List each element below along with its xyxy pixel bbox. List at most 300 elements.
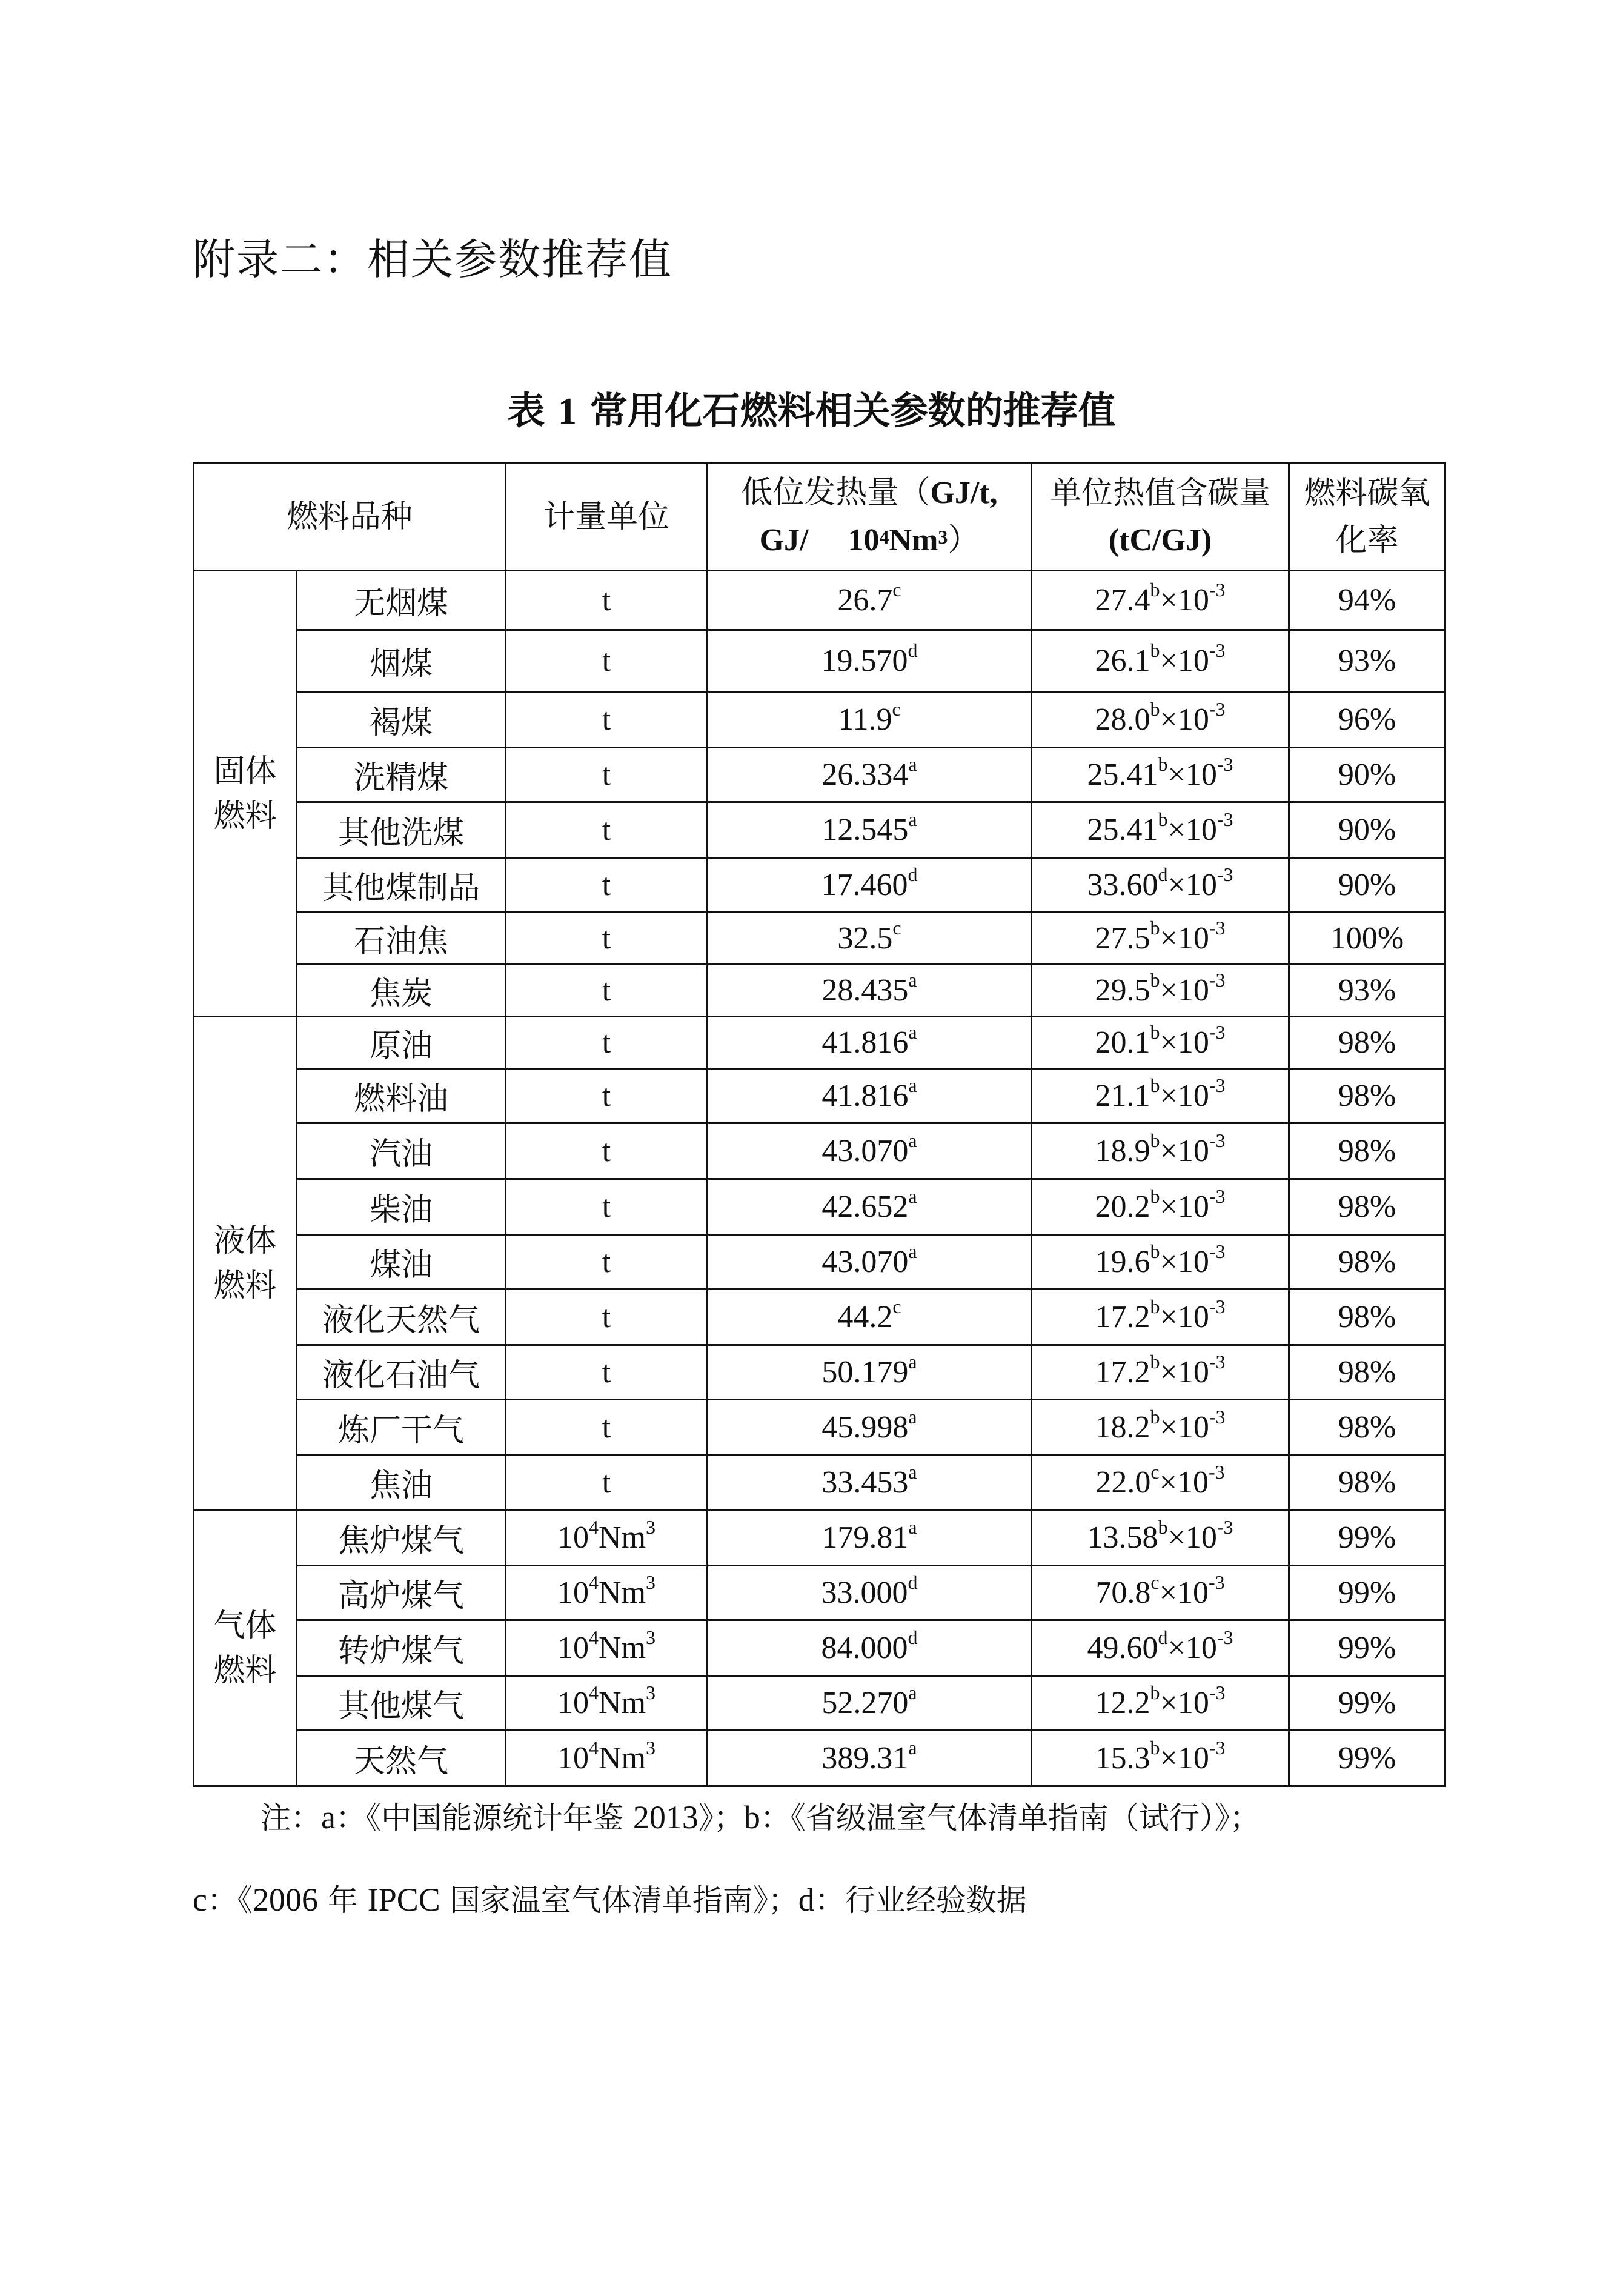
header-fuel-type: 燃料品种: [194, 463, 506, 571]
note-segment: ：《省级温室气体清单指南（试行）》；: [760, 1800, 1260, 1835]
ncv-source: a: [908, 753, 917, 775]
net-calorific-value: [708, 1289, 1032, 1345]
carbon-content: [1032, 1345, 1289, 1400]
carbon-content: [1032, 1123, 1289, 1179]
fuel-unit: t: [506, 1069, 708, 1123]
ncv-source: d: [908, 863, 918, 885]
cc-value: 19.6: [1095, 1245, 1150, 1279]
table-row: [194, 1566, 1445, 1620]
table-row: [194, 748, 1445, 802]
cc-multiplier: ×10: [1167, 1520, 1217, 1555]
carbon-content: [1032, 913, 1289, 965]
fuel-unit: t: [506, 1235, 708, 1289]
oxidation-rate: 90%: [1289, 802, 1445, 858]
header-ncv-cn: 低位发热量（: [741, 474, 931, 511]
cc-multiplier: ×10: [1160, 1686, 1209, 1720]
ncv-value: 44.2: [837, 1300, 893, 1334]
ncv-value: 32.5: [837, 921, 893, 956]
cc-value: 18.9: [1095, 1134, 1150, 1168]
cc-source: b: [1150, 639, 1160, 661]
fuel-category: [194, 571, 297, 1017]
cc-multiplier: ×10: [1167, 813, 1217, 847]
net-calorific-value: [708, 858, 1032, 913]
carbon-content: [1032, 1017, 1289, 1069]
ncv-source: a: [908, 1351, 917, 1373]
table-row: [194, 1345, 1445, 1400]
oxidation-rate: 93%: [1289, 630, 1445, 692]
carbon-content: [1032, 1289, 1289, 1345]
oxidation-rate: 98%: [1289, 1400, 1445, 1456]
oxidation-rate: 99%: [1289, 1676, 1445, 1731]
fuel-unit: $10^4Nm^3$: [506, 1620, 708, 1676]
net-calorific-value: [708, 1017, 1032, 1069]
fuel-unit: t: [506, 748, 708, 802]
ncv-source: a: [908, 1406, 917, 1428]
cc-exponent: -3: [1209, 1296, 1226, 1317]
ncv-value: 43.070: [821, 1134, 909, 1168]
cc-exponent: -3: [1209, 1185, 1226, 1207]
carbon-content: [1032, 571, 1289, 630]
carbon-content: [1032, 1566, 1289, 1620]
cc-exponent: -3: [1209, 1021, 1226, 1043]
cc-source: b: [1150, 1406, 1160, 1428]
ncv-source: c: [892, 917, 901, 939]
table-row: [194, 1069, 1445, 1123]
cc-exponent: -3: [1216, 863, 1233, 885]
carbon-content: [1032, 1069, 1289, 1123]
cc-exponent: -3: [1209, 969, 1226, 991]
net-calorific-value: [708, 913, 1032, 965]
oxidation-rate: 98%: [1289, 1235, 1445, 1289]
table-row: [194, 630, 1445, 692]
oxidation-rate: 98%: [1289, 1123, 1445, 1179]
net-calorific-value: [708, 571, 1032, 630]
fuel-unit: t: [506, 571, 708, 630]
header-ncv-close: ）: [948, 523, 980, 557]
carbon-content: [1032, 802, 1289, 858]
table-row: [194, 1289, 1445, 1345]
fuel-name: 焦炉煤气: [297, 1510, 506, 1566]
cc-value: 17.2: [1095, 1355, 1150, 1389]
header-ncv: [708, 463, 1032, 571]
cc-exponent: -3: [1208, 1571, 1225, 1593]
net-calorific-value: [708, 965, 1032, 1017]
ncv-value: 33.000: [821, 1576, 908, 1610]
ncv-value: 19.570: [821, 644, 908, 678]
cc-source: b: [1150, 579, 1160, 601]
net-calorific-value: [708, 1235, 1032, 1289]
cc-multiplier: ×10: [1160, 1355, 1209, 1389]
net-calorific-value: [708, 1069, 1032, 1123]
oxidation-rate: 98%: [1289, 1456, 1445, 1510]
cc-exponent: -3: [1209, 1351, 1226, 1373]
cc-multiplier: ×10: [1159, 1576, 1209, 1610]
ncv-source: a: [908, 969, 917, 991]
note-segment: 2006: [252, 1882, 318, 1918]
cc-exponent: -3: [1209, 1074, 1226, 1096]
cc-source: b: [1150, 969, 1160, 991]
ncv-value: 17.460: [821, 868, 908, 902]
carbon-content: [1032, 1731, 1289, 1786]
cc-value: 27.4: [1095, 583, 1150, 617]
cc-exponent: -3: [1209, 1737, 1226, 1759]
fuel-unit: $10^4Nm^3$: [506, 1566, 708, 1620]
cc-multiplier: ×10: [1160, 973, 1209, 1008]
cc-source: c: [1150, 1571, 1160, 1593]
cc-source: b: [1150, 917, 1160, 939]
cc-multiplier: ×10: [1159, 1465, 1209, 1500]
fuel-unit: t: [506, 1179, 708, 1235]
table-row: [194, 1179, 1445, 1235]
note-line-2: [193, 1876, 1027, 1920]
cc-exponent: -3: [1216, 808, 1233, 830]
oxidation-rate: 98%: [1289, 1017, 1445, 1069]
table-title-number: 1: [558, 391, 577, 432]
fuel-name: 其他煤气: [297, 1676, 506, 1731]
ncv-value: 179.81: [821, 1520, 909, 1555]
fuel-name: 其他煤制品: [297, 858, 506, 913]
cc-exponent: -3: [1209, 1682, 1226, 1703]
fuel-unit: t: [506, 1456, 708, 1510]
table-row: [194, 1400, 1445, 1456]
table-row: [194, 1510, 1445, 1566]
cc-multiplier: ×10: [1160, 921, 1209, 956]
ncv-source: c: [892, 579, 901, 601]
note-segment: 国家温室气体清单指南》；: [440, 1883, 798, 1918]
fuel-name: 液化天然气: [297, 1289, 506, 1345]
oxidation-rate: 99%: [1289, 1731, 1445, 1786]
cc-value: 17.2: [1095, 1300, 1150, 1334]
carbon-content: [1032, 965, 1289, 1017]
cc-value: 18.2: [1095, 1410, 1150, 1445]
table-row: [194, 965, 1445, 1017]
cc-exponent: -3: [1209, 1130, 1226, 1151]
cc-value: 13.58: [1087, 1520, 1158, 1555]
oxidation-rate: 98%: [1289, 1069, 1445, 1123]
cc-exponent: -3: [1216, 753, 1233, 775]
carbon-content: [1032, 1456, 1289, 1510]
net-calorific-value: [708, 748, 1032, 802]
fuel-name: 天然气: [297, 1731, 506, 1786]
table-title-text: 常用化石燃料相关参数的推荐值: [589, 388, 1116, 433]
header-unit: 计量单位: [506, 463, 708, 571]
ncv-source: a: [908, 1240, 917, 1262]
ncv-value: 11.9: [838, 702, 892, 737]
carbon-content: [1032, 1620, 1289, 1676]
oxidation-rate: 99%: [1289, 1510, 1445, 1566]
ncv-value: 26.334: [821, 757, 909, 792]
fuel-unit: $10^4Nm^3$: [506, 1510, 708, 1566]
table-row: [194, 1017, 1445, 1069]
fuel-name: 转炉煤气: [297, 1620, 506, 1676]
cc-source: b: [1158, 1516, 1168, 1538]
cc-source: b: [1150, 1296, 1160, 1317]
cc-multiplier: ×10: [1160, 1741, 1209, 1775]
ncv-value: 26.7: [837, 583, 893, 617]
header-ox-line1: 燃料碳氧: [1304, 474, 1430, 511]
cc-source: b: [1158, 808, 1168, 830]
cc-value: 25.41: [1087, 757, 1158, 792]
ncv-source: d: [908, 1571, 918, 1593]
oxidation-rate: 98%: [1289, 1345, 1445, 1400]
ncv-value: 42.652: [821, 1190, 909, 1224]
cc-value: 33.60: [1087, 868, 1158, 902]
ncv-value: 389.31: [821, 1741, 909, 1775]
fuel-category-line2: 燃料: [213, 797, 277, 834]
fuel-unit: t: [506, 913, 708, 965]
table-row: [194, 1235, 1445, 1289]
cc-source: d: [1158, 1626, 1168, 1648]
fuel-name: 汽油: [297, 1123, 506, 1179]
table-row: [194, 1620, 1445, 1676]
cc-value: 29.5: [1095, 973, 1150, 1008]
cc-value: 27.5: [1095, 921, 1150, 956]
table-title-prefix: 表: [507, 388, 545, 433]
header-cc-line1: 单位热值含碳量: [1050, 474, 1271, 511]
fuel-name: 煤油: [297, 1235, 506, 1289]
header-oxidation-rate: [1289, 463, 1445, 571]
fuel-unit: $10^4Nm^3$: [506, 1731, 708, 1786]
fuel-name: 洗精煤: [297, 748, 506, 802]
cc-source: b: [1150, 1185, 1160, 1207]
cc-multiplier: ×10: [1160, 583, 1209, 617]
fuel-unit: t: [506, 630, 708, 692]
fuel-unit: t: [506, 692, 708, 748]
cc-source: b: [1150, 1240, 1160, 1262]
cc-value: 25.41: [1087, 813, 1158, 847]
fuel-unit: t: [506, 1289, 708, 1345]
fuel-name: 炼厂干气: [297, 1400, 506, 1456]
net-calorific-value: [708, 692, 1032, 748]
cc-value: 20.1: [1095, 1025, 1150, 1060]
fuel-name: 焦油: [297, 1456, 506, 1510]
carbon-content: [1032, 748, 1289, 802]
cc-exponent: -3: [1216, 1626, 1233, 1648]
ncv-value: 33.453: [821, 1465, 909, 1500]
fuel-name: 液化石油气: [297, 1345, 506, 1400]
fuel-unit: t: [506, 802, 708, 858]
carbon-content: [1032, 630, 1289, 692]
cc-source: d: [1158, 863, 1168, 885]
fuel-category-line1: 气体: [213, 1607, 277, 1644]
fuel-unit: t: [506, 965, 708, 1017]
header-ncv-latin: GJ/t,: [930, 476, 998, 510]
cc-exponent: -3: [1216, 1516, 1233, 1538]
net-calorific-value: [708, 1400, 1032, 1456]
fuel-category-line1: 液体: [213, 1222, 277, 1259]
note-segment: 2013: [632, 1799, 699, 1835]
ncv-value: 50.179: [821, 1355, 909, 1389]
ncv-value: 41.816: [821, 1025, 909, 1060]
appendix-heading: 附录二：相关参数推荐值: [193, 235, 672, 284]
header-ncv-ten: 10: [848, 523, 880, 557]
cc-multiplier: ×10: [1160, 1300, 1209, 1334]
ncv-source: a: [908, 1185, 917, 1207]
ncv-value: 84.000: [821, 1631, 908, 1665]
cc-multiplier: ×10: [1160, 1410, 1209, 1445]
fuel-unit: $10^4Nm^3$: [506, 1676, 708, 1731]
header-carbon-content: [1032, 463, 1289, 571]
net-calorific-value: [708, 1620, 1032, 1676]
note-segment: ：行业经验数据: [814, 1883, 1027, 1918]
oxidation-rate: 99%: [1289, 1620, 1445, 1676]
fuel-category: [194, 1510, 297, 1786]
ncv-source: a: [908, 1461, 917, 1483]
carbon-content: [1032, 1400, 1289, 1456]
ncv-source: a: [908, 1682, 917, 1703]
oxidation-rate: 100%: [1289, 913, 1445, 965]
cc-multiplier: ×10: [1160, 1079, 1209, 1113]
carbon-content: [1032, 1510, 1289, 1566]
ncv-source: d: [908, 639, 918, 661]
cc-multiplier: ×10: [1160, 644, 1209, 678]
cc-multiplier: ×10: [1160, 702, 1209, 737]
net-calorific-value: [708, 1179, 1032, 1235]
net-calorific-value: [708, 630, 1032, 692]
ncv-source: a: [908, 1130, 917, 1151]
fuel-unit: t: [506, 858, 708, 913]
cc-value: 20.2: [1095, 1190, 1150, 1224]
ncv-source: a: [908, 1516, 917, 1538]
cc-exponent: -3: [1209, 917, 1226, 939]
oxidation-rate: 93%: [1289, 965, 1445, 1017]
net-calorific-value: [708, 1123, 1032, 1179]
fuel-unit: t: [506, 1400, 708, 1456]
cc-source: b: [1150, 1130, 1160, 1151]
ncv-source: a: [908, 808, 917, 830]
ncv-value: 45.998: [821, 1410, 909, 1445]
cc-source: b: [1150, 1682, 1160, 1703]
cc-exponent: -3: [1209, 1240, 1226, 1262]
header-ncv-sup2: 3: [938, 526, 948, 548]
fuel-name: 其他洗煤: [297, 802, 506, 858]
ncv-value: 52.270: [821, 1686, 909, 1720]
fuel-parameters-table: [193, 462, 1446, 1787]
header-ox-line2: 化率: [1335, 522, 1399, 559]
ncv-source: a: [908, 1074, 917, 1096]
note-segment: b: [743, 1799, 760, 1835]
header-ncv-gj: GJ/: [759, 523, 809, 557]
cc-multiplier: ×10: [1167, 757, 1217, 792]
cc-exponent: -3: [1209, 1406, 1226, 1428]
note-segment: d: [798, 1882, 815, 1918]
table-row: [194, 1456, 1445, 1510]
net-calorific-value: [708, 1345, 1032, 1400]
ncv-source: d: [908, 1626, 918, 1648]
fuel-name: 烟煤: [297, 630, 506, 692]
cc-exponent: -3: [1209, 639, 1226, 661]
header-ncv-sup: 4: [879, 526, 889, 548]
fuel-name: 燃料油: [297, 1069, 506, 1123]
fuel-unit: t: [506, 1123, 708, 1179]
fuel-unit: t: [506, 1017, 708, 1069]
carbon-content: [1032, 858, 1289, 913]
table-row: [194, 858, 1445, 913]
ncv-source: a: [908, 1021, 917, 1043]
table-title: [0, 381, 1623, 434]
net-calorific-value: [708, 1566, 1032, 1620]
table-row: [194, 692, 1445, 748]
ncv-value: 41.816: [821, 1079, 909, 1113]
oxidation-rate: 98%: [1289, 1179, 1445, 1235]
carbon-content: [1032, 1676, 1289, 1731]
oxidation-rate: 94%: [1289, 571, 1445, 630]
fuel-name: 焦炭: [297, 965, 506, 1017]
fuel-category-line2: 燃料: [213, 1267, 277, 1304]
fuel-name: 无烟煤: [297, 571, 506, 630]
cc-source: c: [1150, 1461, 1160, 1483]
cc-value: 70.8: [1095, 1576, 1151, 1610]
table-row: [194, 1676, 1445, 1731]
ncv-source: c: [892, 1296, 901, 1317]
note-line-1: [261, 1794, 1260, 1837]
carbon-content: [1032, 1235, 1289, 1289]
note-segment: 注：: [261, 1800, 321, 1835]
table-row: [194, 571, 1445, 630]
oxidation-rate: 99%: [1289, 1566, 1445, 1620]
oxidation-rate: 90%: [1289, 748, 1445, 802]
fuel-name: 原油: [297, 1017, 506, 1069]
fuel-category-line2: 燃料: [213, 1652, 277, 1689]
note-segment: 年: [317, 1883, 368, 1918]
cc-exponent: -3: [1209, 579, 1226, 601]
table-row: [194, 802, 1445, 858]
header-cc-line2: (tC/GJ): [1108, 522, 1212, 557]
cc-value: 22.0: [1095, 1465, 1151, 1500]
note-segment: a: [321, 1799, 336, 1835]
fuel-unit: t: [506, 1345, 708, 1400]
cc-value: 26.1: [1095, 644, 1150, 678]
fuel-name: 石油焦: [297, 913, 506, 965]
cc-value: 12.2: [1095, 1686, 1150, 1720]
cc-source: b: [1150, 1021, 1160, 1043]
fuel-name: 柴油: [297, 1179, 506, 1235]
table-header-row: [194, 463, 1445, 571]
cc-source: b: [1150, 1351, 1160, 1373]
note-segment: ：《: [207, 1883, 253, 1918]
carbon-content: [1032, 1179, 1289, 1235]
oxidation-rate: 90%: [1289, 858, 1445, 913]
ncv-value: 43.070: [821, 1245, 909, 1279]
net-calorific-value: [708, 1676, 1032, 1731]
note-segment: IPCC: [367, 1882, 440, 1918]
cc-source: b: [1150, 1074, 1160, 1096]
cc-value: 28.0: [1095, 702, 1150, 737]
table-row: [194, 913, 1445, 965]
cc-multiplier: ×10: [1167, 1631, 1217, 1665]
cc-multiplier: ×10: [1160, 1190, 1209, 1224]
oxidation-rate: 98%: [1289, 1289, 1445, 1345]
fuel-category-line1: 固体: [213, 753, 277, 790]
table-row: [194, 1731, 1445, 1786]
header-ncv-nm: Nm: [889, 523, 938, 557]
cc-multiplier: ×10: [1160, 1245, 1209, 1279]
net-calorific-value: [708, 802, 1032, 858]
cc-value: 49.60: [1087, 1631, 1158, 1665]
table-body: [194, 571, 1445, 1786]
cc-exponent: -3: [1208, 1461, 1225, 1483]
fuel-name: 高炉煤气: [297, 1566, 506, 1620]
note-segment: c: [193, 1882, 207, 1918]
cc-value: 21.1: [1095, 1079, 1150, 1113]
fuel-name: 褐煤: [297, 692, 506, 748]
ncv-source: a: [908, 1737, 917, 1759]
cc-source: b: [1150, 698, 1160, 720]
oxidation-rate: 96%: [1289, 692, 1445, 748]
note-segment: 》；: [698, 1800, 744, 1835]
cc-multiplier: ×10: [1167, 868, 1217, 902]
net-calorific-value: [708, 1456, 1032, 1510]
